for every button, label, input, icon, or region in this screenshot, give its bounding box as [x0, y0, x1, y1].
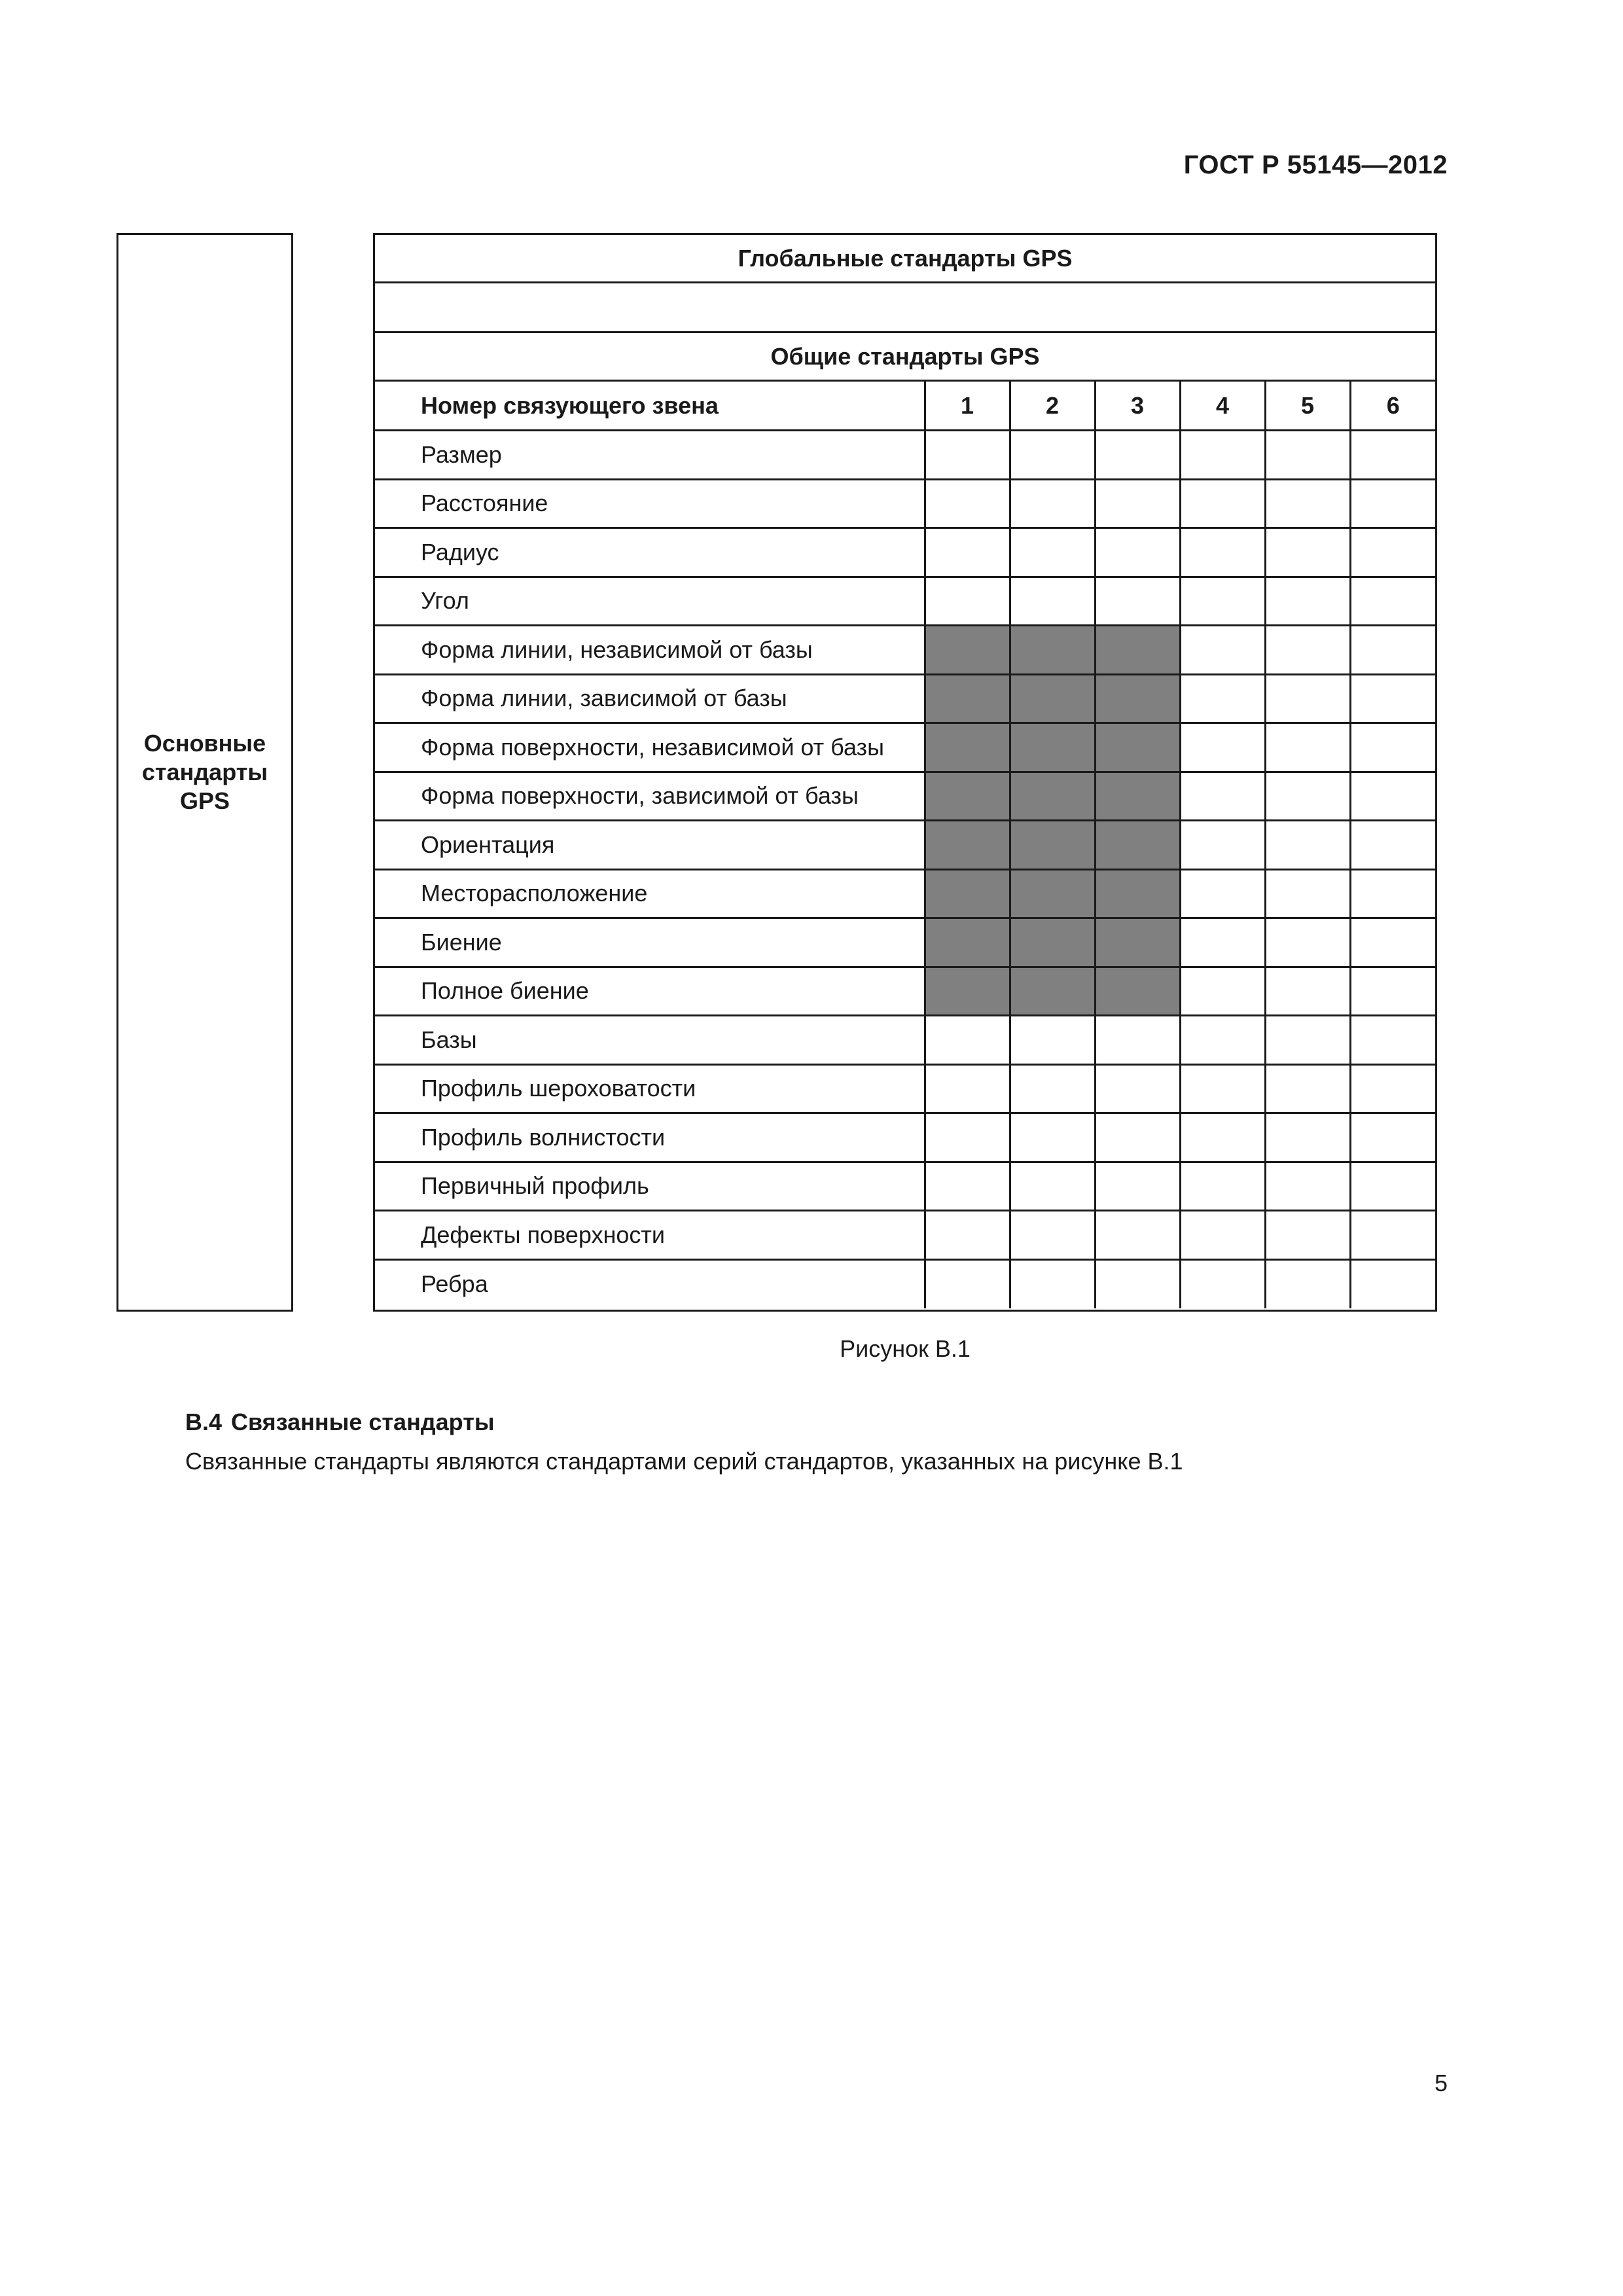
row-label: Профиль шероховатости — [375, 1064, 925, 1113]
empty-cell — [1265, 674, 1350, 723]
empty-cell — [1350, 821, 1435, 870]
empty-cell — [1095, 1064, 1180, 1113]
empty-cell — [1265, 918, 1350, 967]
table-row — [375, 723, 1435, 772]
empty-cell — [1350, 626, 1435, 675]
empty-cell — [1010, 577, 1095, 626]
table-row — [375, 1064, 1435, 1113]
row-label: Расстояние — [375, 479, 925, 528]
empty-cell — [1265, 577, 1350, 626]
empty-cell — [1180, 1016, 1265, 1065]
empty-band — [375, 283, 1435, 333]
empty-cell — [1350, 723, 1435, 772]
row-label: Базы — [375, 1016, 925, 1065]
empty-cell — [925, 1162, 1010, 1211]
empty-cell — [1350, 528, 1435, 577]
filled-cell — [925, 869, 1010, 918]
table-row — [375, 577, 1435, 626]
row-label: Радиус — [375, 528, 925, 577]
section-heading — [185, 1408, 495, 1436]
empty-cell — [1180, 821, 1265, 870]
empty-cell — [925, 1064, 1010, 1113]
table-row — [375, 674, 1435, 723]
empty-cell — [1350, 772, 1435, 821]
empty-cell — [1265, 431, 1350, 480]
empty-cell — [1350, 967, 1435, 1016]
table-row — [375, 1259, 1435, 1308]
general-standards-band — [375, 333, 1435, 382]
empty-cell — [1180, 869, 1265, 918]
link-number-4: 4 — [1180, 382, 1265, 431]
empty-cell — [1010, 1113, 1095, 1162]
filled-cell — [1010, 626, 1095, 675]
empty-cell — [1265, 1259, 1350, 1308]
empty-cell — [1010, 528, 1095, 577]
empty-cell — [1350, 479, 1435, 528]
global-standards-title: Глобальные стандарты GPS — [738, 244, 1073, 272]
empty-cell — [1350, 869, 1435, 918]
empty-cell — [1180, 772, 1265, 821]
empty-cell — [1350, 431, 1435, 480]
table-row — [375, 772, 1435, 821]
empty-cell — [1350, 1259, 1435, 1308]
empty-cell — [1180, 479, 1265, 528]
row-label: Форма линии, независимой от базы — [375, 626, 925, 675]
filled-cell — [1010, 821, 1095, 870]
row-label: Угол — [375, 577, 925, 626]
empty-cell — [1265, 869, 1350, 918]
empty-cell — [1180, 723, 1265, 772]
table-row — [375, 967, 1435, 1016]
filled-cell — [1010, 772, 1095, 821]
filled-cell — [1010, 674, 1095, 723]
empty-cell — [925, 1016, 1010, 1065]
filled-cell — [1010, 723, 1095, 772]
filled-cell — [925, 674, 1010, 723]
empty-cell — [1265, 723, 1350, 772]
empty-cell — [1010, 431, 1095, 480]
empty-cell — [1180, 577, 1265, 626]
empty-cell — [1265, 626, 1350, 675]
filled-cell — [925, 821, 1010, 870]
table-row — [375, 528, 1435, 577]
empty-cell — [1350, 1064, 1435, 1113]
empty-cell — [1180, 1113, 1265, 1162]
empty-cell — [1265, 1113, 1350, 1162]
row-label: Размер — [375, 431, 925, 480]
filled-cell — [1095, 821, 1180, 870]
empty-cell — [1350, 918, 1435, 967]
page-number: 5 — [1434, 2070, 1448, 2096]
empty-cell — [1180, 1259, 1265, 1308]
filled-cell — [925, 772, 1010, 821]
filled-cell — [1010, 869, 1095, 918]
empty-cell — [1095, 1259, 1180, 1308]
link-number-header: Номер связующего звена — [375, 382, 925, 431]
empty-cell — [1010, 1016, 1095, 1065]
empty-cell — [1350, 577, 1435, 626]
empty-cell — [1180, 1162, 1265, 1211]
filled-cell — [1010, 967, 1095, 1016]
empty-cell — [1265, 1016, 1350, 1065]
empty-cell — [1265, 1162, 1350, 1211]
link-number-3: 3 — [1095, 382, 1180, 431]
empty-cell — [1265, 528, 1350, 577]
empty-cell — [1265, 1211, 1350, 1260]
side-label-box — [116, 233, 293, 1312]
empty-cell — [925, 1113, 1010, 1162]
row-label: Ребра — [375, 1259, 925, 1308]
empty-cell — [1095, 431, 1180, 480]
empty-cell — [1010, 479, 1095, 528]
empty-cell — [1180, 1211, 1265, 1260]
empty-cell — [1010, 1162, 1095, 1211]
table-row — [375, 1016, 1435, 1065]
global-standards-band — [375, 235, 1435, 283]
table-row — [375, 821, 1435, 870]
table-row — [375, 1162, 1435, 1211]
row-label: Полное биение — [375, 967, 925, 1016]
empty-cell — [925, 1259, 1010, 1308]
row-label: Месторасположение — [375, 869, 925, 918]
empty-cell — [1350, 1162, 1435, 1211]
empty-cell — [925, 479, 1010, 528]
empty-cell — [1180, 674, 1265, 723]
row-label: Форма поверхности, зависимой от базы — [375, 772, 925, 821]
gps-matrix-table — [375, 382, 1435, 1308]
gps-matrix-body — [375, 431, 1435, 1308]
empty-cell — [1095, 577, 1180, 626]
empty-cell — [1350, 1113, 1435, 1162]
gps-matrix-frame — [373, 233, 1437, 1312]
filled-cell — [1095, 967, 1180, 1016]
row-label: Ориентация — [375, 821, 925, 870]
row-label: Форма линии, зависимой от базы — [375, 674, 925, 723]
link-number-2: 2 — [1010, 382, 1095, 431]
empty-cell — [925, 1211, 1010, 1260]
link-number-1: 1 — [925, 382, 1010, 431]
row-label: Профиль волнистости — [375, 1113, 925, 1162]
document-number: ГОСТ Р 55145—2012 — [1183, 151, 1448, 179]
empty-cell — [1265, 479, 1350, 528]
empty-cell — [1095, 528, 1180, 577]
table-row — [375, 431, 1435, 480]
table-row — [375, 869, 1435, 918]
empty-cell — [1180, 626, 1265, 675]
section-paragraph: Связанные стандарты являются стандартами серий стандартов, указанных на рисунке В.1 — [185, 1448, 1183, 1475]
row-label: Биение — [375, 918, 925, 967]
empty-cell — [1350, 674, 1435, 723]
empty-cell — [1010, 1211, 1095, 1260]
empty-cell — [1265, 821, 1350, 870]
filled-cell — [1095, 723, 1180, 772]
link-number-5: 5 — [1265, 382, 1350, 431]
row-label: Первичный профиль — [375, 1162, 925, 1211]
empty-cell — [925, 577, 1010, 626]
empty-cell — [1265, 967, 1350, 1016]
table-row — [375, 1211, 1435, 1260]
empty-cell — [1095, 1162, 1180, 1211]
filled-cell — [925, 918, 1010, 967]
empty-cell — [1265, 772, 1350, 821]
empty-cell — [1350, 1016, 1435, 1065]
table-row — [375, 1113, 1435, 1162]
empty-cell — [1180, 1064, 1265, 1113]
empty-cell — [1350, 1211, 1435, 1260]
empty-cell — [1180, 967, 1265, 1016]
section-number: В.4 — [185, 1408, 223, 1435]
empty-cell — [1180, 431, 1265, 480]
filled-cell — [925, 626, 1010, 675]
row-label: Форма поверхности, независимой от базы — [375, 723, 925, 772]
side-label: Основные стандарты GPS — [141, 730, 268, 814]
empty-cell — [1180, 918, 1265, 967]
section-title: Связанные стандарты — [231, 1408, 495, 1435]
empty-cell — [1010, 1064, 1095, 1113]
filled-cell — [925, 723, 1010, 772]
filled-cell — [1095, 869, 1180, 918]
filled-cell — [1010, 918, 1095, 967]
table-row — [375, 626, 1435, 675]
general-standards-title: Общие стандарты GPS — [770, 342, 1040, 370]
empty-cell — [925, 431, 1010, 480]
filled-cell — [1095, 674, 1180, 723]
empty-cell — [1180, 528, 1265, 577]
table-row — [375, 918, 1435, 967]
filled-cell — [1095, 918, 1180, 967]
empty-cell — [1095, 479, 1180, 528]
figure-caption: Рисунок В.1 — [840, 1335, 971, 1362]
empty-cell — [1265, 1064, 1350, 1113]
filled-cell — [925, 967, 1010, 1016]
filled-cell — [1095, 772, 1180, 821]
link-number-6: 6 — [1350, 382, 1435, 431]
table-row — [375, 479, 1435, 528]
row-label: Дефекты поверхности — [375, 1211, 925, 1260]
empty-cell — [1095, 1211, 1180, 1260]
link-header-row — [375, 382, 1435, 431]
empty-cell — [925, 528, 1010, 577]
empty-cell — [1010, 1259, 1095, 1308]
empty-cell — [1095, 1113, 1180, 1162]
filled-cell — [1095, 626, 1180, 675]
empty-cell — [1095, 1016, 1180, 1065]
